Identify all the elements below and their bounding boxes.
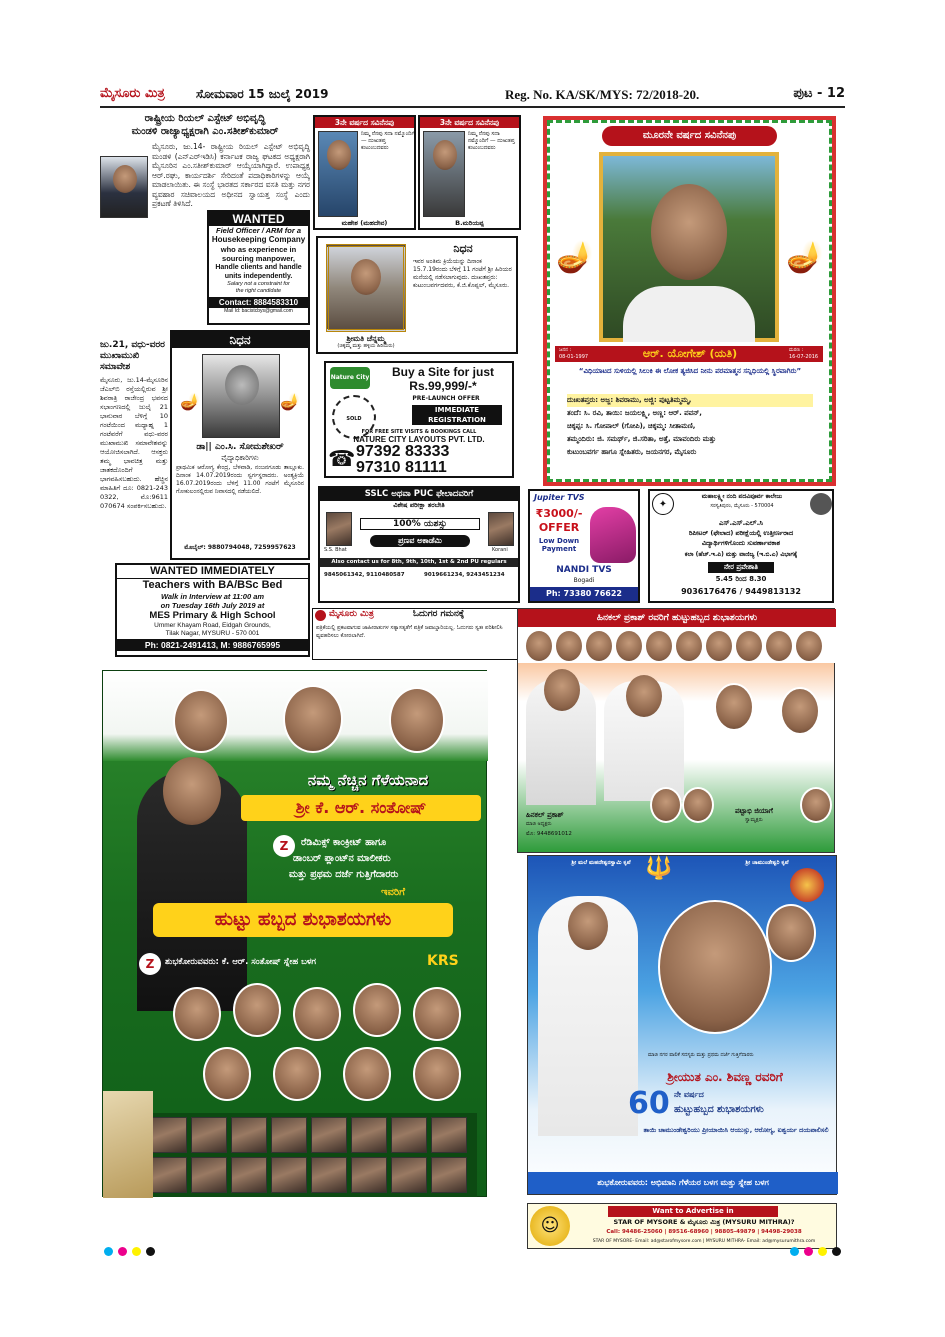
scooter-icon: [590, 507, 636, 563]
article-headline-2: ಮಂಡಳಿ ರಾಜ್ಯಾಧ್ಯಕ್ಷರಾಗಿ ಎಂ.ಸತೀಶ್‌ಕುಮಾರ್: [131, 126, 279, 137]
site-ad-headline: Buy a Site for just: [391, 365, 495, 379]
hinkal-prakash-birthday-ad: [517, 608, 835, 853]
teachers-line1: Teachers with BA/BSc Bed: [142, 579, 283, 591]
portrait-face: [780, 687, 820, 735]
portrait-face: [113, 165, 137, 193]
leader-photo: [682, 787, 714, 823]
obituary-caption: (ಚಿಕ್ಕಮ್ಮ ಮತ್ತು ಹಳ್ಳಿಯ ಹಿರಿಯರು): [337, 343, 395, 349]
wanted-ad-teachers: [115, 563, 310, 657]
site-ad-phone1: 97392 83333: [356, 443, 450, 460]
friend-photo: [271, 1157, 307, 1193]
leader-photo: [734, 629, 764, 663]
matrimony-body: ಮೈಸೂರು, ಜು.14-ಮೈಸೂರಿನ ಜೆಎಲ್‌ಬಿ ರಸ್ತೆಯಲ್ಲಿರುವ ಶ್ರೀ ಶಿವರಾತ್ರಿ ರಾಜೇಂದ್ರ ಭವನದ ಸಭಾಂಗಣದಲ್ಲಿ ಜುಲೈ 21 ಭಾನುವಾರ ಬೆಳಿಗ್ಗೆ 10 ಗಂಟೆಯಿಂದ ಮಧ್ಯಾಹ್ನ 1 ಗಂಟೆವರೆಗೆ ವಧು-ವರರ ಮುಖಾಮುಖಿ ಸಮಾವೇಶವನ್ನು ಆಯೋಜಿಸಲಾಗಿದೆ. ಆಸಕ್ತರು ತಮ್ಮ ಭಾವಚಿತ್ರ ಮತ್ತು ಜಾತಕದೊಂದಿಗೆ ಭಾಗವಹಿಸಬಹುದು. ಹೆಚ್ಚಿನ ಮಾಹಿತಿಗೆ ದೂ: 0821-243 0322, ಮೊ:9611 070674 ಸಂಪರ್ಕಿಸಬಹುದು.: [100, 376, 168, 510]
died-label: ಮರಣ :: [789, 347, 804, 353]
obituary-title: ನಿಧನ: [172, 332, 308, 348]
friend-photo: [273, 1047, 321, 1101]
obituary-body: ಇವರ ಅಂತಿಮ ಕ್ರಿಯೆಯನ್ನು ದಿನಾಂಕ 15.7.19ರಂದು ಬೆಳಿಗ್ಗೆ 11 ಗಂಟೆಗೆ ಶ್ರೀ ಹಿರಿಯರ ಮನೆಯಲ್ಲಿ ನಡೆಸಲಾಗುವುದು. ದುಃಖತಪ್ತರು: ಕುಟುಂಬವರ್ಗದವರು, ಕೆ.ಜಿ.ಕೊಪ್ಪಲ್, ಮೈಸೂರು.: [413, 258, 512, 289]
notice-title: ಓದುಗರ ಗಮನಕ್ಕೆ: [413, 609, 465, 619]
tvs-dealer: NANDI TVS: [556, 565, 612, 575]
tvs-offer-amount: ₹3000/-: [535, 507, 583, 520]
leader-photo: [524, 629, 554, 663]
portrait-face: [351, 259, 381, 295]
phone-icon: ☎: [328, 447, 356, 472]
memorial-header: ಮೂರನೇ ವರ್ಷದ ಸವಿನೆನಪು: [602, 126, 777, 146]
shivanna-desc: ಮಾಜಿ ನಗರ ಪಾಲಿಕೆ ಸದಸ್ಯರು ಮತ್ತು ಪ್ರಥಮ ದರ್ಜೆ ಗುತ್ತಿಗೆದಾರರು: [648, 1052, 754, 1058]
site-ad-stamp: IMMEDIATE REGISTRATION: [412, 405, 502, 425]
born-label: ಜನನ :: [559, 347, 572, 353]
sold-stamp-icon: SOLD: [332, 395, 376, 439]
friend-photo: [233, 983, 281, 1037]
yellow-dot: [132, 1247, 141, 1256]
memorial-family-1: ದುಃಖತಪ್ತರು: ಅಜ್ಜ: ಶಿವರಾಮು, ಅಜ್ಜಿ: ಪುಟ್ಟತಿಮ್ಮಮ್ಮ,: [567, 394, 813, 407]
school-name: MES Primary & High School: [149, 610, 276, 621]
college-line3: ವಿದ್ಯಾರ್ಥಿಗಳಿಗೊಂದು ಸುವರ್ಣಾವಕಾಶ: [701, 539, 781, 547]
obituary-name: ಡಾ|| ಎಂ.ಸಿ. ಸೋಮಶೇಖರ್: [196, 442, 284, 452]
memorial-family-3: ಚಿಕ್ಕಪ್ಪ: ಸಿ. ಗೋಪಾಲ್ (ಗೋಪಿ), ಚಿಕ್ಕಮ್ಮ: ಸೀತಾಮಣಿ,: [567, 422, 696, 430]
college-address: ಸರಸ್ವತಿಪುರಂ, ಮೈಸೂರು - 570004: [710, 503, 774, 509]
wanted-line1: Field Officer / ARM for a: [215, 226, 301, 235]
oil-lamp-icon: 🪔: [556, 240, 594, 275]
hinkal-phone: ಮೊ: 9448691012: [526, 831, 572, 837]
lamp-icon: 🪔: [180, 392, 200, 411]
college-line5: ನೇರ ಪ್ರವೇಶಾತಿ: [708, 562, 774, 573]
wanted-title: WANTED: [209, 212, 308, 226]
masthead: [100, 86, 845, 106]
anniversary-header: 3ನೇ ವರ್ಷದ ಸವಿನೆನಪು: [420, 117, 519, 128]
krs-wishes: ಹುಟ್ಟು ಹಬ್ಬದ ಶುಭಾಶಯಗಳು: [153, 903, 453, 937]
second-name: ಪಟ್ಟಾಭಿ ಜಿಯಾಗೆ: [735, 807, 773, 815]
site-ad-visit: FOR FREE SITE VISITS & BOOKINGS CALL: [361, 429, 477, 435]
notice-logo-icon: [315, 610, 326, 621]
mascot-icon: ☺: [530, 1206, 570, 1246]
advertise-email: STAR OF MYSORE- Email: ad@starofmysore.com | MYSURU MITHRA- Email: ad@mysurumithra.com: [592, 1239, 816, 1244]
krs-line1: ನಮ್ಮ ನೆಚ್ಚಿನ ಗೆಳೆಯನಾದ: [307, 771, 429, 789]
portrait-face: [433, 140, 457, 170]
leader-photo: [554, 629, 584, 663]
portrait-face: [568, 902, 608, 950]
site-ad-offer: PRE-LAUNCH OFFER: [412, 395, 480, 402]
friend-photo: [391, 1117, 427, 1153]
friend-photo: [413, 1047, 461, 1101]
friend-photo: [353, 983, 401, 1037]
shivanna-top-right: ಶ್ರೀ ಚಾಮುಂಡೇಶ್ವರಿ ಕೃಪೆ: [745, 860, 789, 866]
friend-photo: [311, 1117, 347, 1153]
black-dot: [832, 1247, 841, 1256]
masthead-logo: ಮೈಸೂರು ಮಿತ್ರ: [100, 86, 165, 101]
anniversary-photo: [423, 131, 465, 217]
friend-photo: [191, 1117, 227, 1153]
registration-number: Reg. No. KA/SK/MYS: 72/2018-20.: [505, 87, 700, 102]
wanted-mail: Mail Id: bacistcbys@gmail.com: [224, 308, 293, 314]
leaders-row: [518, 627, 836, 663]
teacher-photo: [488, 512, 514, 546]
leader-photo: [644, 629, 674, 663]
black-dot: [146, 1247, 155, 1256]
matrimony-headline-1: ಜು.21, ವಧು-ವರರ: [100, 340, 165, 350]
advertise-with-us: [527, 1203, 837, 1249]
portrait-face: [327, 140, 351, 170]
wanted-line6: units independently.: [224, 273, 293, 280]
sslc-subtitle: ವಿಶೇಷ ಪರೀಕ್ಷಾ ತರಬೇತಿ: [393, 501, 445, 509]
portrait-face: [626, 675, 662, 717]
anniversary-body: ನಿಮ್ಮ ನೆನಪು ಸದಾ ನಮ್ಮೊಂದಿಗೆ — ದುಃಖತಪ್ತ ಕುಟುಂಬದವರು: [361, 131, 415, 151]
obituary-photo: [202, 354, 280, 438]
portrait-face: [163, 757, 221, 825]
leader-figure: [604, 681, 684, 801]
anniversary-name: ಮಹೇಶ (ಮಹದೇವ): [341, 219, 388, 227]
notice-body: ಪತ್ರಿಕೆಯಲ್ಲಿ ಪ್ರಕಟವಾಗುವ ಜಾಹೀರಾತುಗಳ ಸತ್ಯಾಸತ್ಯತೆಗೆ ಪತ್ರಿಕೆ ಜವಾಬ್ದಾರಿಯಲ್ಲ. ಓದುಗರು ಸ್ವತಃ ಪರಿಶೀಲಿಸಿ ವ್ಯವಹರಿಸಲು ಕೋರಲಾಗಿದೆ.: [316, 625, 503, 639]
obituary-photo: [326, 244, 406, 332]
hinkal-role: ಮಾಜಿ ಅಧ್ಯಕ್ಷರು: [526, 821, 552, 827]
anniversary-body: ನಿಮ್ಮ ನೆನಪು ಸದಾ ನಮ್ಮೊಂದಿಗೆ — ದುಃಖತಪ್ತ ಕುಟುಂಬದವರು: [468, 131, 515, 151]
died-date: 16-07-2016: [789, 354, 819, 360]
college-line2: ರಿಪೀಟರ್ (ಫೇಲಾದ) ಪರೀಕ್ಷೆಯಲ್ಲಿ ಉತ್ತೀರ್ಣರಾದ: [688, 529, 794, 537]
teachers-title: WANTED IMMEDIATELY: [117, 565, 308, 579]
leader-photo: [614, 629, 644, 663]
memorial-family-2: ತಂದೆ: ಸಿ. ರವಿ, ತಾಯಿ: ಜಯಲಕ್ಷ್ಮಿ, ಅಣ್ಣ: ಆರ್. ಪವನ್,: [567, 409, 702, 417]
obituary-mobile: ಮೊಬೈಲ್: 9880794048, 7259957623: [184, 544, 296, 551]
leader-portrait: [774, 683, 824, 739]
advertise-pubs: STAR OF MYSORE & ಮೈಸೂರು ಮಿತ್ರ (MYSURU MITHRA)?: [613, 1218, 795, 1226]
notice-logo: ಮೈಸೂರು ಮಿತ್ರ: [329, 609, 374, 619]
krs-from: ಶುಭಕೋರುವವರು: ಕೆ. ಆರ್. ಸಂತೋಷ್ ಸ್ನೇಹ ಬಳಗ: [165, 957, 317, 967]
magenta-dot: [804, 1247, 813, 1256]
hinkal-title: ಹಿನಕಲ್ ಪ್ರಕಾಶ್ ರವರಿಗೆ ಹುಟ್ಟುಹಬ್ಬದ ಶುಭಾಶಯಗಳು: [518, 609, 836, 627]
sslc-academy: ಪ್ರಣವ ಅಕಾಡೆಮಿ: [370, 535, 470, 547]
hinkal-figure: [526, 679, 596, 805]
memorial-name: ಆರ್. ಯೋಗೇಶ್ (ಯತಿ): [642, 347, 738, 360]
krs-logo: KRS: [427, 953, 459, 969]
krs-top-strip: [103, 671, 488, 761]
memorial-yogesh: [543, 116, 836, 486]
school-phone: Ph: 0821-2491413, M: 9886765995: [117, 639, 308, 651]
obituary-title: ನಿಧನ: [453, 242, 473, 255]
teacher-name-1: S.S. Bhat: [324, 547, 347, 553]
leader-photo: [704, 629, 734, 663]
tvs-down-payment: Low Down Payment: [538, 537, 580, 553]
leader-photo: [584, 629, 614, 663]
sslc-phone-2: 9019661234, 9243451234: [424, 572, 505, 578]
z-logo-icon: Z: [139, 953, 161, 975]
masthead-rule: [100, 106, 845, 108]
anniversary-name: B.ಮರಿಯಪ್ಪ: [455, 219, 484, 227]
obituary-role: ವೈದ್ಯಾಧಿಕಾರಿಗಳು: [221, 454, 259, 462]
friend-photo: [173, 987, 221, 1041]
school-address-1: Ummer Khayam Road, Eidgah Grounds,: [154, 622, 271, 629]
anniversary-mariyappa: [418, 115, 521, 230]
friends-grid-bottom: [147, 1113, 477, 1197]
leader-photo: [794, 629, 824, 663]
tvs-phone: Ph: 73380 76622: [530, 587, 638, 601]
portrait-face: [651, 184, 727, 280]
leader-photo: [766, 904, 816, 962]
shivanna-portrait: [648, 900, 778, 1048]
yellow-dot: [818, 1247, 827, 1256]
krs-to: ಇವರಿಗೆ: [380, 887, 405, 898]
sslc-phone-1: 9845061342, 9110480587: [324, 572, 405, 578]
masthead-date: ಸೋಮವಾರ 15 ಜುಲೈ 2019: [196, 87, 329, 101]
advertise-title[interactable]: Want to Advertise in: [608, 1206, 778, 1217]
shivanna-age-suffix: ನೇ ವರ್ಷದ: [674, 1090, 704, 1099]
tvs-jupiter-ad: [528, 489, 640, 603]
tvs-offer: OFFER: [538, 521, 580, 534]
memorial-name-bar: [555, 346, 823, 362]
sslc-puc-coaching-ad: [318, 486, 520, 603]
sslc-result: 100% ಯಶಸ್ಸು: [360, 518, 480, 530]
leader-photo: [674, 629, 704, 663]
cyan-dot: [790, 1247, 799, 1256]
portrait-face: [714, 683, 754, 731]
nature-city-site-ad: [324, 361, 514, 478]
wanted-line4: sourcing manpower,: [222, 254, 295, 263]
obituary-body: ಪ್ರಾಥಮಿಕ ಆರೋಗ್ಯ ಕೇಂದ್ರ, ಬೆಳವಾಡಿ, ನಂಜನಗೂಡು ತಾಲ್ಲೂಕು. ದಿನಾಂಕ 14.07.2019ರಂದು ಸ್ವರ್ಗಸ್ಥರಾದರು. ಅಂತ್ಯಕ್ರಿಯೆ 16.07.2019ರಂದು ಬೆಳಿಗ್ಗೆ 11.00 ಗಂಟೆಗೆ ಮೈಸೂರಿನ ಗೋಕುಲಂನಲ್ಲಿರುವ ನಿವಾಸದಲ್ಲಿ ನಡೆಯಲಿದೆ.: [176, 464, 304, 495]
friend-photo: [431, 1117, 467, 1153]
article-body: ಮೈಸೂರು, ಜು.14- ರಾಷ್ಟ್ರೀಯ ರಿಯಲ್ ಎಸ್ಟೇಟ್ ಅಭಿವೃದ್ಧಿ ಮಂಡಳಿ (ಎನ್‌ಎರ್‌ಇಡಿಸಿ) ಕರ್ನಾಟಕ ರಾಜ್ಯ ಘಟಕದ ಅಧ್ಯಕ್ಷರಾಗಿ ಮೈಸೂರಿನ ಎಂ.ಸತೀಶ್‌ಕುಮಾರ್ ಆಯ್ಕೆಯಾಗಿದ್ದಾರೆ. ಉಪಾಧ್ಯಕ್ಷ ಆರ್.ರಘು, ಕಾರ್ಯದರ್ಶಿ ಸೇರಿದಂತೆ ಪದಾಧಿಕಾರಿಗಳನ್ನು ಆಯ್ಕೆ ಮಾಡಲಾಯಿತು. ಈ ಸಂಸ್ಥೆ ಭಾರತದ ಸರ್ಕಾರದ ವಸತಿ ಮತ್ತು ನಗರ ವ್ಯವಹಾರ ಸಚಿವಾಲಯದ ಅಧೀನದ ಸ್ವಾಯತ್ತ ಸಂಸ್ಥೆ ಎಂದು ಪ್ರಕಟಣೆ ತಿಳಿಸಿದೆ.: [152, 142, 310, 208]
anniversary-photo: [318, 131, 358, 217]
college-line1: ಎಸ್.ಎಸ್.ಎಲ್.ಸಿ: [719, 519, 763, 527]
leader-photo: [389, 687, 445, 753]
krs-business2: ಡಾಂಬರ್ ಪ್ಲಾಂಟ್‌ನ ಮಾಲೀಕರು: [293, 853, 391, 864]
santosh-figure: [137, 771, 247, 1011]
college-line4: ಕಲಾ (ಹೆಚ್.ಇ.ಪಿ) ಮತ್ತು ವಾಣಿಜ್ಯ (ಇ.ಬಿ.ಎ) ವಿಭಾಗಕ್ಕೆ: [684, 551, 798, 558]
friend-photo: [351, 1117, 387, 1153]
leader-photo: [800, 787, 832, 823]
memorial-quote: “ವಿಧಿಯಾಟದ ಸುಳಿಯಲ್ಲಿ ಸಿಲುಕಿ ಈ ಲೋಕ ತ್ಯಜಿಸಿದ ನೀನು ಪರಮಾತ್ಮನ ಸನ್ನಿಧಿಯಲ್ಲಿ ಸ್ಥಿರವಾಗಿರು”: [578, 367, 802, 375]
friend-photo: [343, 1047, 391, 1101]
teachers-line2: Walk in Interview at 11:00 am: [160, 592, 265, 601]
cyan-dot: [104, 1247, 113, 1256]
lamp-icon: 🪔: [280, 392, 300, 411]
tvs-place: Bogadi: [573, 577, 595, 584]
krs-business3: ಮತ್ತು ಪ್ರಥಮ ದರ್ಜೆ ಗುತ್ತಿಗೆದಾರರು: [289, 869, 399, 880]
friend-photo: [231, 1117, 267, 1153]
friend-photo: [231, 1157, 267, 1193]
wanted-line5: Handle clients and handle: [215, 264, 302, 271]
site-ad-company: NATURE CITY LAYOUTS PVT. LTD.: [353, 435, 485, 444]
krs-name: ಶ್ರೀ ಕೆ. ಆರ್. ಸಂತೋಷ್: [241, 795, 481, 821]
leader-photo: [764, 629, 794, 663]
friend-photo: [151, 1117, 187, 1153]
article-headline-1: ರಾಷ್ಟ್ರೀಯ ರಿಯಲ್ ಎಸ್ಟೇಟ್ ಅಭಿವೃದ್ಧಿ: [144, 113, 266, 124]
born-date: 08-01-1997: [559, 354, 589, 360]
notice-header: [313, 609, 519, 623]
shivanna-blessing: ತಾಯಿ ಚಾಮುಂಡೇಶ್ವರಿಯು ಪ್ರೀಯಾಯಿಸಿ ಆಯುಸ್ಸು, ಆರೋಗ್ಯ, ಐಶ್ವರ್ಯ ದಯಪಾಲಿಸಲಿ: [643, 1126, 829, 1134]
college-admission-ad: [648, 489, 834, 603]
goddess-medallion-icon: [790, 868, 824, 902]
second-role: ಸ್ವಾಮ್ಯಕ್ಷರು: [745, 817, 763, 823]
oil-lamp-icon: 🪔: [786, 240, 824, 275]
hinkal-name: ಹಿನಕಲ್ ಪ್ರಕಾಶ್: [526, 811, 564, 819]
friend-photo: [203, 1047, 251, 1101]
shiva-icon: 🔱: [645, 856, 673, 881]
college-logo-icon: ✦: [652, 493, 674, 515]
obituary-somashekar: [170, 330, 310, 560]
bouquet: [103, 1091, 153, 1198]
college-title: ಮಹಾಲಕ್ಷ್ಮೀ ನಂದಿ ಪದವಿಪೂರ್ವ ಕಾಲೇಜು: [701, 493, 783, 500]
leader-photo: [173, 689, 229, 753]
teacher-name-2: Korani: [492, 547, 508, 553]
krs-birthday-ad: [102, 670, 487, 1197]
wanted-contact: Contact: 8884583310: [209, 297, 308, 308]
article-matrimony: [100, 340, 168, 565]
college-phone: 9036176476 / 9449813132: [681, 587, 801, 596]
friend-photo: [391, 1157, 427, 1193]
sslc-title: SSLC ಅಥವಾ PUC ಫೇಲಾದವರಿಗೆ: [320, 488, 518, 501]
friend-photo: [293, 987, 341, 1041]
portrait-face: [658, 900, 772, 1034]
anniversary-header: 3ನೇ ವರ್ಷದ ಸವಿನೆನಪು: [315, 117, 414, 128]
shivanna-name: ಶ್ರೀಯುತ ಎಂ. ಶಿವಣ್ಣ ರವರಿಗೆ: [667, 1070, 783, 1084]
site-ad-phone2: 97310 81111: [356, 459, 447, 476]
shivanna-wishes: ಹುಟ್ಟುಹಬ್ಬದ ಶುಭಾಶಯಗಳು: [674, 1104, 764, 1115]
matrimony-headline-2: ಮುಖಾಮುಖಿ ಸಮಾವೇಶ: [100, 351, 140, 372]
z-logo-icon: Z: [273, 835, 295, 857]
friend-photo: [311, 1157, 347, 1193]
leader-portrait: [708, 679, 758, 735]
site-ad-price: Rs.99,999/-*: [409, 379, 477, 393]
advertise-call: Call: 94486-25060 | 89516-68960 | 98805-49879 | 94498-29038: [606, 1229, 802, 1235]
wanted-line3: who as experience in: [220, 245, 297, 254]
friend-photo: [351, 1157, 387, 1193]
sslc-contact: Also contact us for 8th, 9th, 10th, 1st & 2nd PU regulars: [320, 558, 518, 567]
portrait-face: [544, 669, 580, 711]
tvs-brand: Jupiter TVS: [534, 493, 585, 502]
friends-grid-top: [163, 983, 473, 1103]
krs-business1: ರೆಡಿಮಿಕ್ಸ್ ಕಾಂಕ್ರೀಟ್ ಹಾಗೂ: [301, 837, 387, 848]
wanted-ad-field-officer: [207, 210, 310, 325]
shivanna-age: 60: [628, 1086, 670, 1121]
wanted-line2: Housekeeping Company: [211, 235, 306, 244]
wanted-line7: Salary not a constraint for: [227, 281, 290, 287]
readers-notice: [312, 608, 520, 660]
friend-photo: [271, 1117, 307, 1153]
shivanna-birthday-ad: [527, 855, 837, 1195]
anniversary-mahesha: [313, 115, 416, 230]
magenta-dot: [118, 1247, 127, 1256]
college-time: 5.45 ರಿಂದ 8.30: [715, 575, 767, 583]
nature-city-logo: Nature City: [330, 367, 370, 389]
page-number: ಪುಟ - 12: [793, 86, 845, 101]
friend-photo: [431, 1157, 467, 1193]
leader-photo: [283, 685, 343, 753]
school-address-2: Tilak Nagar, MYSURU - 570 001: [165, 630, 260, 637]
obituary-name: ಶ್ರೀಮತಿ ಚೆನ್ನಮ್ಮ: [346, 334, 386, 343]
founder-photo: [810, 493, 832, 515]
friend-photo: [413, 987, 461, 1041]
shivanna-from: ಶುಭಕೋರುವವರು: ಅಭಿಮಾನಿ ಗೆಳೆಯರ ಬಳಗ ಮತ್ತು ಸ್ನೇಹ ಬಳಗ: [528, 1172, 838, 1194]
leader-figure: [538, 896, 638, 1136]
wanted-line8: the right candidate: [235, 288, 282, 294]
shivanna-top-left: ಶ್ರೀ ಮಲೆ ಮಹದೇಶ್ವರಸ್ವಾಮಿ ಕೃಪೆ: [571, 860, 631, 866]
memorial-photo: [599, 152, 779, 342]
teacher-photo: [326, 512, 352, 546]
leader-photo: [650, 787, 682, 823]
shirt: [623, 286, 755, 342]
obituary-chennamma: [316, 236, 518, 354]
memorial-family-4: ತಮ್ಮಂದಿರು: ಜಿ. ಸಮರ್ಥ್, ಜಿ.ಸರಿತಾ, ಅತ್ತೆ, ಮಾವಂದಿರು ಮತ್ತು: [567, 435, 716, 443]
portrait-face: [225, 365, 259, 405]
friend-photo: [151, 1157, 187, 1193]
memorial-family: [567, 394, 813, 459]
article-photo: [100, 156, 148, 218]
friend-photo: [191, 1157, 227, 1193]
memorial-family-5: ಕುಟುಂಬವರ್ಗ ಹಾಗೂ ಸ್ನೇಹಿತರು, ಜಯನಗರ, ಮೈಸೂರು: [567, 448, 697, 456]
teachers-line3: on Tuesday 16th July 2019 at: [160, 601, 265, 610]
